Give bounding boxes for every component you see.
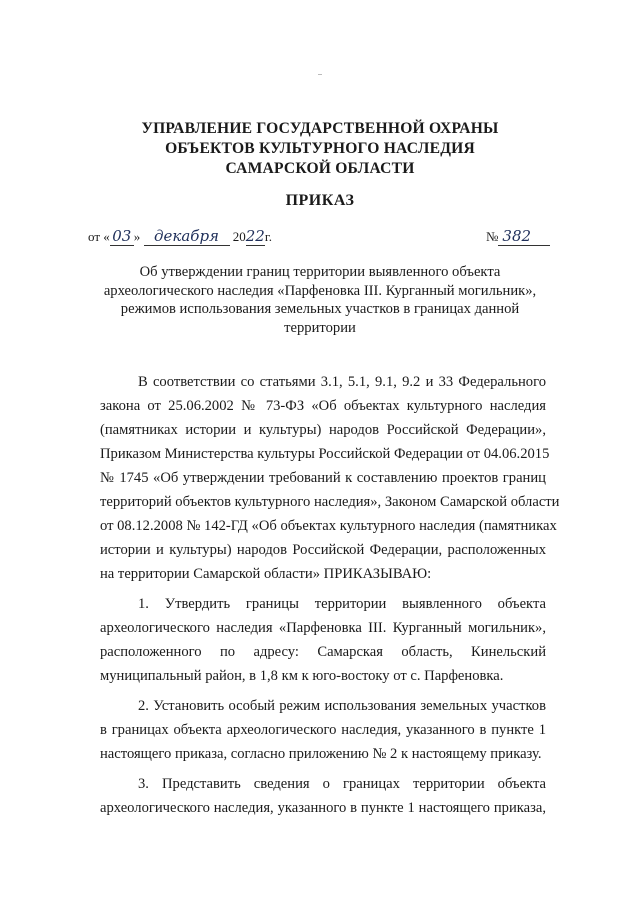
date-line — [88, 227, 272, 246]
organization-line: САМАРСКОЙ ОБЛАСТИ — [225, 160, 415, 177]
date-prefix: от « — [88, 229, 110, 244]
date-year-prefix: 20 — [232, 229, 246, 244]
date-day-handwritten: 03 — [110, 227, 134, 246]
text-line: настоящего приказа, согласно приложению № 2 к настоящему приказу. — [100, 746, 542, 762]
date-month-handwritten: декабря — [144, 227, 230, 246]
text-line: закона от 25.06.2002 № 73-ФЗ «Об объектах культурного наследия — [100, 398, 546, 414]
date-year-handwritten: 22 — [245, 227, 265, 245]
clause-3-paragraph — [100, 772, 546, 820]
text-line: расположенного по адресу: Самарская область, Кинельский — [100, 644, 546, 660]
clause-2-paragraph — [100, 694, 546, 766]
subject-line: археологического наследия «Парфеновка III. Курганный могильник», — [103, 282, 537, 299]
preamble-paragraph — [100, 370, 560, 586]
text-line: археологического наследия «Парфеновка III. Курганный могильник», — [100, 620, 546, 636]
organization-header — [0, 119, 640, 179]
clause-1-paragraph — [100, 592, 546, 688]
date-suffix: г. — [264, 229, 272, 244]
date-mid: » — [133, 229, 141, 244]
text-line: в границах объекта археологического наследия, указанного в пункте 1 — [100, 722, 546, 738]
subject-line: режимов использования земельных участков в границах данной — [120, 301, 520, 317]
text-line: 2. Установить особый режим использования земельных участков — [138, 698, 546, 714]
scan-mark — [318, 74, 322, 75]
text-line: истории и культуры) народов Российской Федерации, расположенных — [100, 542, 546, 558]
text-line: археологического наследия, указанного в пункте 1 настоящего приказа, — [100, 800, 546, 816]
text-line: В соответствии со статьями 3.1, 5.1, 9.1, 9.2 и 33 Федерального — [138, 374, 546, 390]
text-line: (памятниках истории и культуры) народов Российской Федерации», — [100, 422, 546, 438]
order-body — [100, 370, 560, 826]
organization-line: УПРАВЛЕНИЕ ГОСУДАРСТВЕННОЙ ОХРАНЫ — [141, 120, 499, 137]
number-label: № — [486, 229, 499, 244]
text-line: от 08.12.2008 № 142-ГД «Об объектах культурного наследия (памятниках — [100, 518, 557, 534]
organization-line: ОБЪЕКТОВ КУЛЬТУРНОГО НАСЛЕДИЯ — [165, 140, 475, 157]
text-line: территорий объектов культурного наследия», Законом Самарской области — [100, 494, 560, 510]
subject-line: территории — [284, 319, 356, 336]
number-line — [486, 227, 550, 246]
text-line: 3. Представить сведения о границах территории объекта — [138, 776, 546, 792]
number-handwritten: 382 — [498, 227, 550, 246]
text-line: муниципальный район, в 1,8 км к юго-востоку от с. Парфеновка. — [100, 668, 504, 684]
text-line: 1. Утвердить границы территории выявленного объекта — [138, 596, 546, 612]
document-type: ПРИКАЗ — [285, 192, 355, 209]
order-subject — [100, 263, 540, 337]
text-line: № 1745 «Об утверждении требований к составлению проектов границ — [100, 470, 546, 486]
subject-line: Об утверждении границ территории выявленного объекта — [139, 264, 501, 280]
text-line: на территории Самарской области» ПРИКАЗЫВАЮ: — [100, 566, 432, 582]
text-line: Приказом Министерства культуры Российской Федерации от 04.06.2015 — [100, 446, 550, 462]
